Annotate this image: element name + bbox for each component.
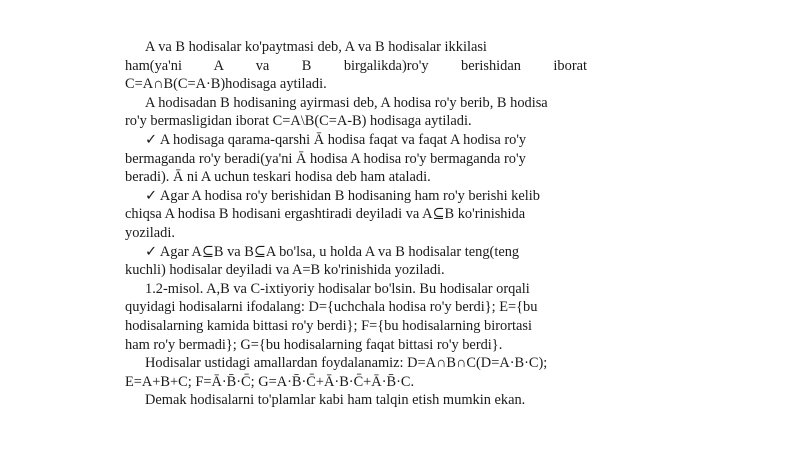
text-line: Demak hodisalarni to'plamlar kabi ham talqin etish mumkin ekan.: [145, 392, 526, 409]
text-line: Hodisalar ustidagi amallardan foydalanamiz: D=A∩B∩C(D=A·B·C);: [145, 355, 548, 372]
document-text: [125, 38, 587, 410]
text-line: hodisalarning kamida bittasi ro'y berdi}; F={bu hodisalarning birortasi: [125, 317, 533, 334]
text-line: ✓ Agar A⊆B va B⊆A bo'lsa, u holda A va B hodisalar teng(teng: [145, 243, 520, 260]
text-line: ro'y bermasligidan iborat C=A\B(C=A-B) hodisaga aytiladi.: [125, 113, 472, 130]
text-line: ✓ A hodisaga qarama-qarshi Ā hodisa faqat va faqat A hodisa ro'y: [145, 131, 527, 148]
formula-line: E=A+B+C; F=Ā·B̄·C̄; G=A·B̄·C̄+Ā·B·C̄+Ā·B̄·C.: [125, 373, 415, 390]
text-line: bermaganda ro'y beradi(ya'ni Ā hodisa A hodisa ro'y bermaganda ro'y: [125, 150, 526, 167]
text-line: A hodisadan B hodisaning ayirmasi deb, A hodisa ro'y berib, B hodisa: [145, 94, 548, 111]
example-heading-line: 1.2-misol. A,B va C-ixtiyoriy hodisalar bo'lsin. Bu hodisalar orqali: [145, 280, 530, 297]
text-line: A va B hodisalar ko'paytmasi deb, A va B hodisalar ikkilasi: [145, 39, 487, 55]
text-line: beradi). Ā ni A uchun teskari hodisa deb ham ataladi.: [125, 169, 431, 186]
text-line: quyidagi hodisalarni ifodalang: D={uchchala hodisa ro'y berdi}; E={bu: [125, 299, 538, 316]
text-line: ham(ya'ni A va B birgalikda)ro'y berishidan iborat: [125, 57, 587, 74]
text-line: C=A∩B(C=A·B)hodisaga aytiladi.: [125, 76, 327, 93]
text-line: yoziladi.: [125, 224, 175, 241]
text-line: chiqsa A hodisa B hodisani ergashtiradi deyiladi va A⊆B ko'rinishida: [125, 206, 526, 223]
text-line: ham ro'y bermadi}; G={bu hodisalarning faqat bittasi ro'y berdi}.: [125, 336, 503, 353]
text-line: kuchli) hodisalar deyiladi va A=B ko'rinishida yoziladi.: [125, 262, 445, 279]
text-line: ✓ Agar A hodisa ro'y berishidan B hodisaning ham ro'y berishi kelib: [145, 187, 540, 204]
